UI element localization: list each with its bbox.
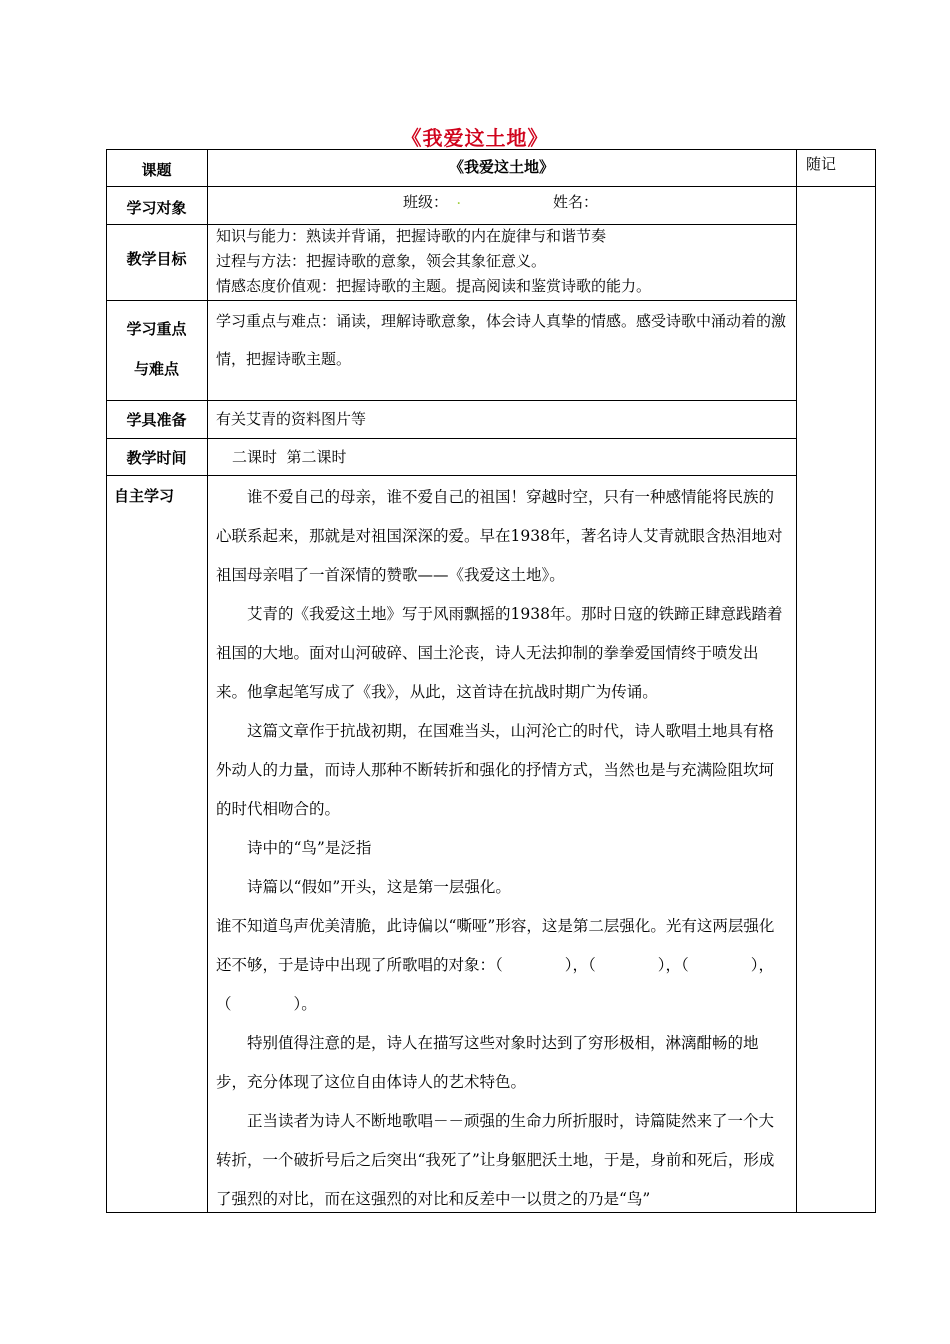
goal-line: 情感态度价值观：把握诗歌的主题。提高阅读和鉴赏诗歌的能力。 — [216, 277, 652, 295]
time-value: 二课时 第二课时 — [232, 448, 347, 466]
time-label: 教学时间 — [126, 449, 187, 467]
self-study-content — [216, 478, 789, 1208]
name-label: 姓名： — [553, 193, 599, 211]
table-row-divider — [106, 186, 876, 187]
key-points-label-line2: 与难点 — [133, 360, 179, 378]
target-label: 学习对象 — [126, 199, 187, 217]
key-points-text: 学习重点与难点：诵读，理解诗歌意象，体会诗人真挚的情感。感受诗歌中涌动着的激情，把握诗歌主题。 — [216, 312, 787, 368]
paragraph: 诗中的“鸟”是泛指 — [247, 839, 372, 857]
key-points-label-line1: 学习重点 — [126, 320, 187, 338]
topic-label: 课题 — [141, 161, 172, 179]
table-row-divider — [106, 438, 796, 439]
table-column-divider-notes — [796, 149, 797, 1213]
self-study-label: 自主学习 — [114, 487, 175, 505]
decorative-dot: . — [457, 196, 461, 207]
materials-value: 有关艾青的资料图片等 — [216, 410, 367, 428]
class-label: 班级： — [403, 193, 449, 211]
table-column-divider-label — [207, 149, 208, 1213]
paragraph: 谁不知道鸟声优美清脆，此诗偏以“嘶哑”形容，这是第二层强化。光有这两层强化还不够，于是诗中出现了所歌唱的对象：（ ），（ ），（ ），（ ）。 — [216, 917, 775, 1013]
goal-line: 知识与能力：熟读并背诵，把握诗歌的内在旋律与和谐节奏 — [216, 227, 607, 245]
table-row-divider — [106, 475, 796, 476]
paragraph: 谁不爱自己的母亲，谁不爱自己的祖国！穿越时空，只有一种感情能将民族的心联系起来，那就是对祖国深深的爱。早在1938年，著名诗人艾青就眼含热泪地对祖国母亲唱了一首深情的赞歌——《我爱这土地》。 — [216, 488, 783, 584]
paragraph: 诗篇以“假如”开头，这是第一层强化。 — [247, 878, 511, 896]
goals-list — [216, 224, 791, 299]
notes-header: 随记 — [806, 155, 837, 173]
table-row-divider — [106, 400, 796, 401]
paragraph: 艾青的《我爱这土地》写于风雨飘摇的1938年。那时日寇的铁蹄正肆意践踏着祖国的大地。面对山河破碎、国土沦丧，诗人无法抑制的拳拳爱国情终于喷发出来。他拿起笔写成了《我》，从此，这首诗在抗战时期广为传诵。 — [216, 605, 783, 701]
materials-label: 学具准备 — [126, 411, 187, 429]
paragraph: 特别值得注意的是，诗人在描写这些对象时达到了穷形极相，淋漓酣畅的地步，充分体现了这位自由体诗人的艺术特色。 — [216, 1034, 759, 1091]
table-row-divider — [106, 300, 796, 301]
paragraph: 这篇文章作于抗战初期，在国难当头，山河沦亡的时代，诗人歌唱土地具有格外动人的力量，而诗人那种不断转折和强化的抒情方式，当然也是与充满险阻坎坷的时代相吻合的。 — [216, 722, 775, 818]
paragraph: 正当读者为诗人不断地歌唱－－顽强的生命力所折服时，诗篇陡然来了一个大转折，一个破折号后之后突出“我死了”让身躯肥沃土地，于是，身前和死后，形成了强烈的对比，而在这强烈的对比和反差中一以贯之的乃是“鸟” — [216, 1112, 775, 1208]
goal-line: 过程与方法：把握诗歌的意象，领会其象征意义。 — [216, 252, 547, 270]
topic-value: 《我爱这土地》 — [448, 158, 554, 176]
document-title: 《我爱这土地》 — [401, 126, 549, 150]
goals-label: 教学目标 — [126, 250, 187, 268]
